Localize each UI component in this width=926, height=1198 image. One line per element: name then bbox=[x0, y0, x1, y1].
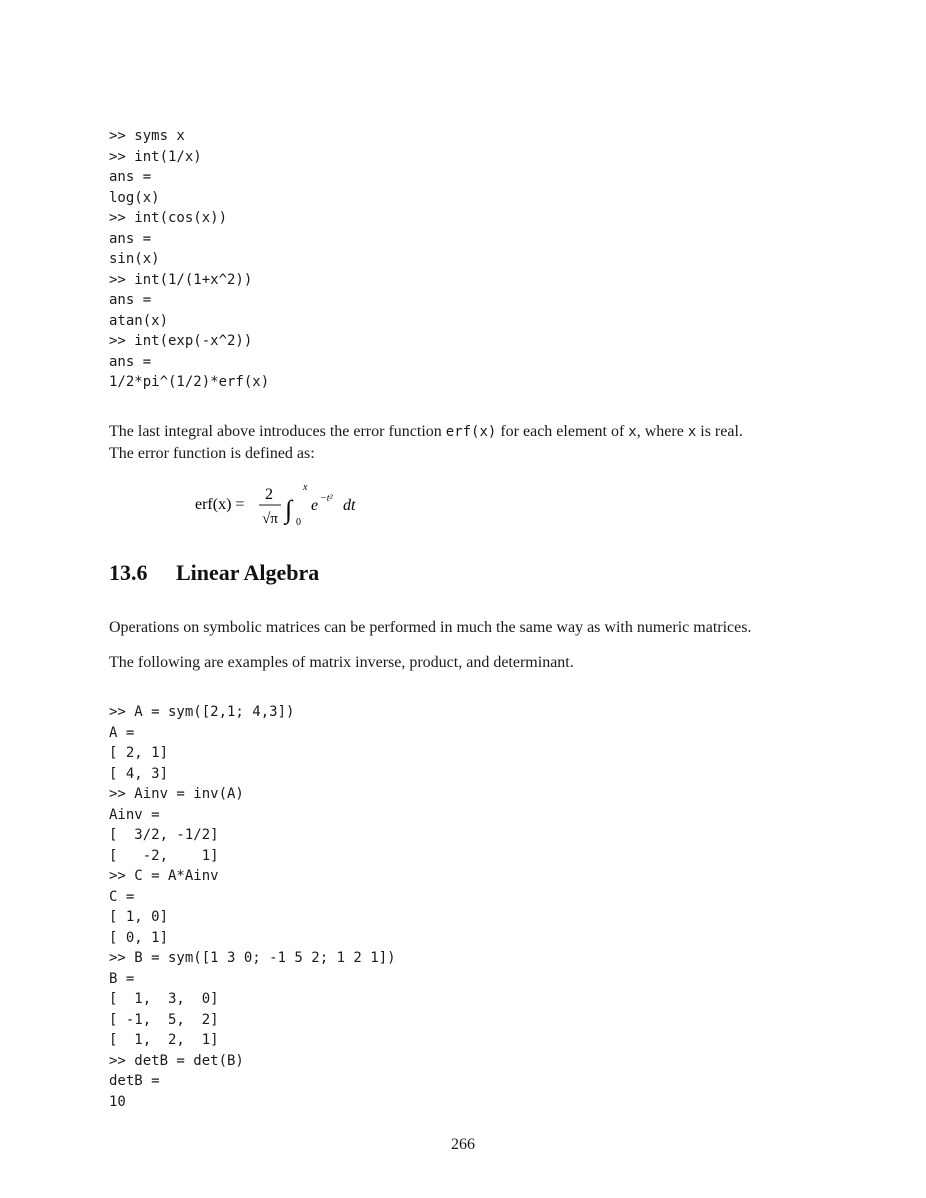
code-line: [ 4, 3] bbox=[109, 765, 169, 782]
differential: dt bbox=[343, 497, 356, 514]
text-span: , where bbox=[636, 423, 688, 440]
code-line: >> int(cos(x)) bbox=[109, 210, 228, 226]
section-heading bbox=[109, 559, 319, 587]
code-line: >> detB = det(B) bbox=[109, 1052, 244, 1069]
code-line: >> Ainv = inv(A) bbox=[109, 786, 244, 802]
code-line: [ -2, 1] bbox=[109, 847, 219, 864]
code-line: [ 1, 2, 1] bbox=[109, 1032, 219, 1048]
code-line: >> int(1/x) bbox=[109, 148, 202, 165]
inline-code: x bbox=[628, 424, 637, 440]
section-number: 13.6 bbox=[109, 560, 148, 585]
text-span: The error function is defined as: bbox=[109, 445, 315, 462]
text-span: is real. bbox=[696, 423, 743, 440]
page-number: 266 bbox=[451, 1136, 475, 1153]
integrand-base: e bbox=[311, 497, 319, 514]
code-line: >> A = sym([2,1; 4,3]) bbox=[109, 704, 295, 720]
code-line: 10 bbox=[109, 1093, 126, 1110]
equation-svg bbox=[195, 480, 395, 530]
paragraph-examples: The following are examples of matrix inverse, product, and determinant. bbox=[109, 654, 574, 671]
section-title: Linear Algebra bbox=[176, 560, 320, 585]
code-block-matrices bbox=[109, 702, 396, 1112]
code-line: [ 1, 3, 0] bbox=[109, 991, 219, 1007]
text-span: The last integral above introduces the error function bbox=[109, 423, 446, 440]
equation-denominator: √π bbox=[262, 511, 278, 527]
code-line: log(x) bbox=[109, 189, 160, 206]
code-line: [ -1, 5, 2] bbox=[109, 1011, 219, 1028]
integral-lower-limit: 0 bbox=[296, 517, 301, 528]
integral-sign: ∫ bbox=[285, 495, 293, 524]
code-line: [ 2, 1] bbox=[109, 745, 169, 761]
inline-code: x bbox=[687, 424, 697, 440]
code-block-integrals bbox=[109, 126, 269, 393]
code-line: Ainv = bbox=[109, 806, 160, 823]
text-span: for each element of bbox=[496, 423, 629, 440]
code-line: B = bbox=[109, 970, 135, 987]
erf-equation bbox=[195, 480, 395, 530]
code-line: ans = bbox=[109, 169, 152, 185]
paragraph-operations: Operations on symbolic matrices can be performed in much the same way as with numeric matrices. bbox=[109, 619, 752, 636]
integral-upper-limit: x bbox=[303, 482, 308, 493]
code-line: [ 1, 0] bbox=[109, 909, 169, 925]
code-line: atan(x) bbox=[109, 312, 169, 329]
code-line: A = bbox=[109, 724, 135, 741]
code-line: sin(x) bbox=[109, 251, 160, 267]
code-line: >> B = sym([1 3 0; -1 5 2; 1 2 1]) bbox=[109, 950, 396, 966]
inline-code: erf(x) bbox=[445, 424, 497, 440]
code-line: >> C = A*Ainv bbox=[109, 868, 219, 884]
code-line: >> int(exp(-x^2)) bbox=[109, 333, 253, 349]
code-line: ans = bbox=[109, 353, 152, 370]
code-line: >> syms x bbox=[109, 128, 185, 144]
code-line: ans = bbox=[109, 230, 152, 247]
code-line: C = bbox=[109, 888, 135, 905]
code-line: 1/2*pi^(1/2)*erf(x) bbox=[109, 374, 270, 390]
equation-lhs: erf(x) = bbox=[195, 496, 245, 513]
code-line: >> int(1/(1+x^2)) bbox=[109, 271, 253, 288]
code-line: ans = bbox=[109, 292, 152, 308]
code-line: [ 3/2, -1/2] bbox=[109, 827, 219, 843]
code-line: [ 0, 1] bbox=[109, 929, 169, 946]
code-line: detB = bbox=[109, 1073, 160, 1089]
integrand-exponent: −t² bbox=[320, 493, 333, 504]
paragraph-error-function bbox=[109, 421, 829, 464]
equation-numerator: 2 bbox=[265, 486, 273, 503]
